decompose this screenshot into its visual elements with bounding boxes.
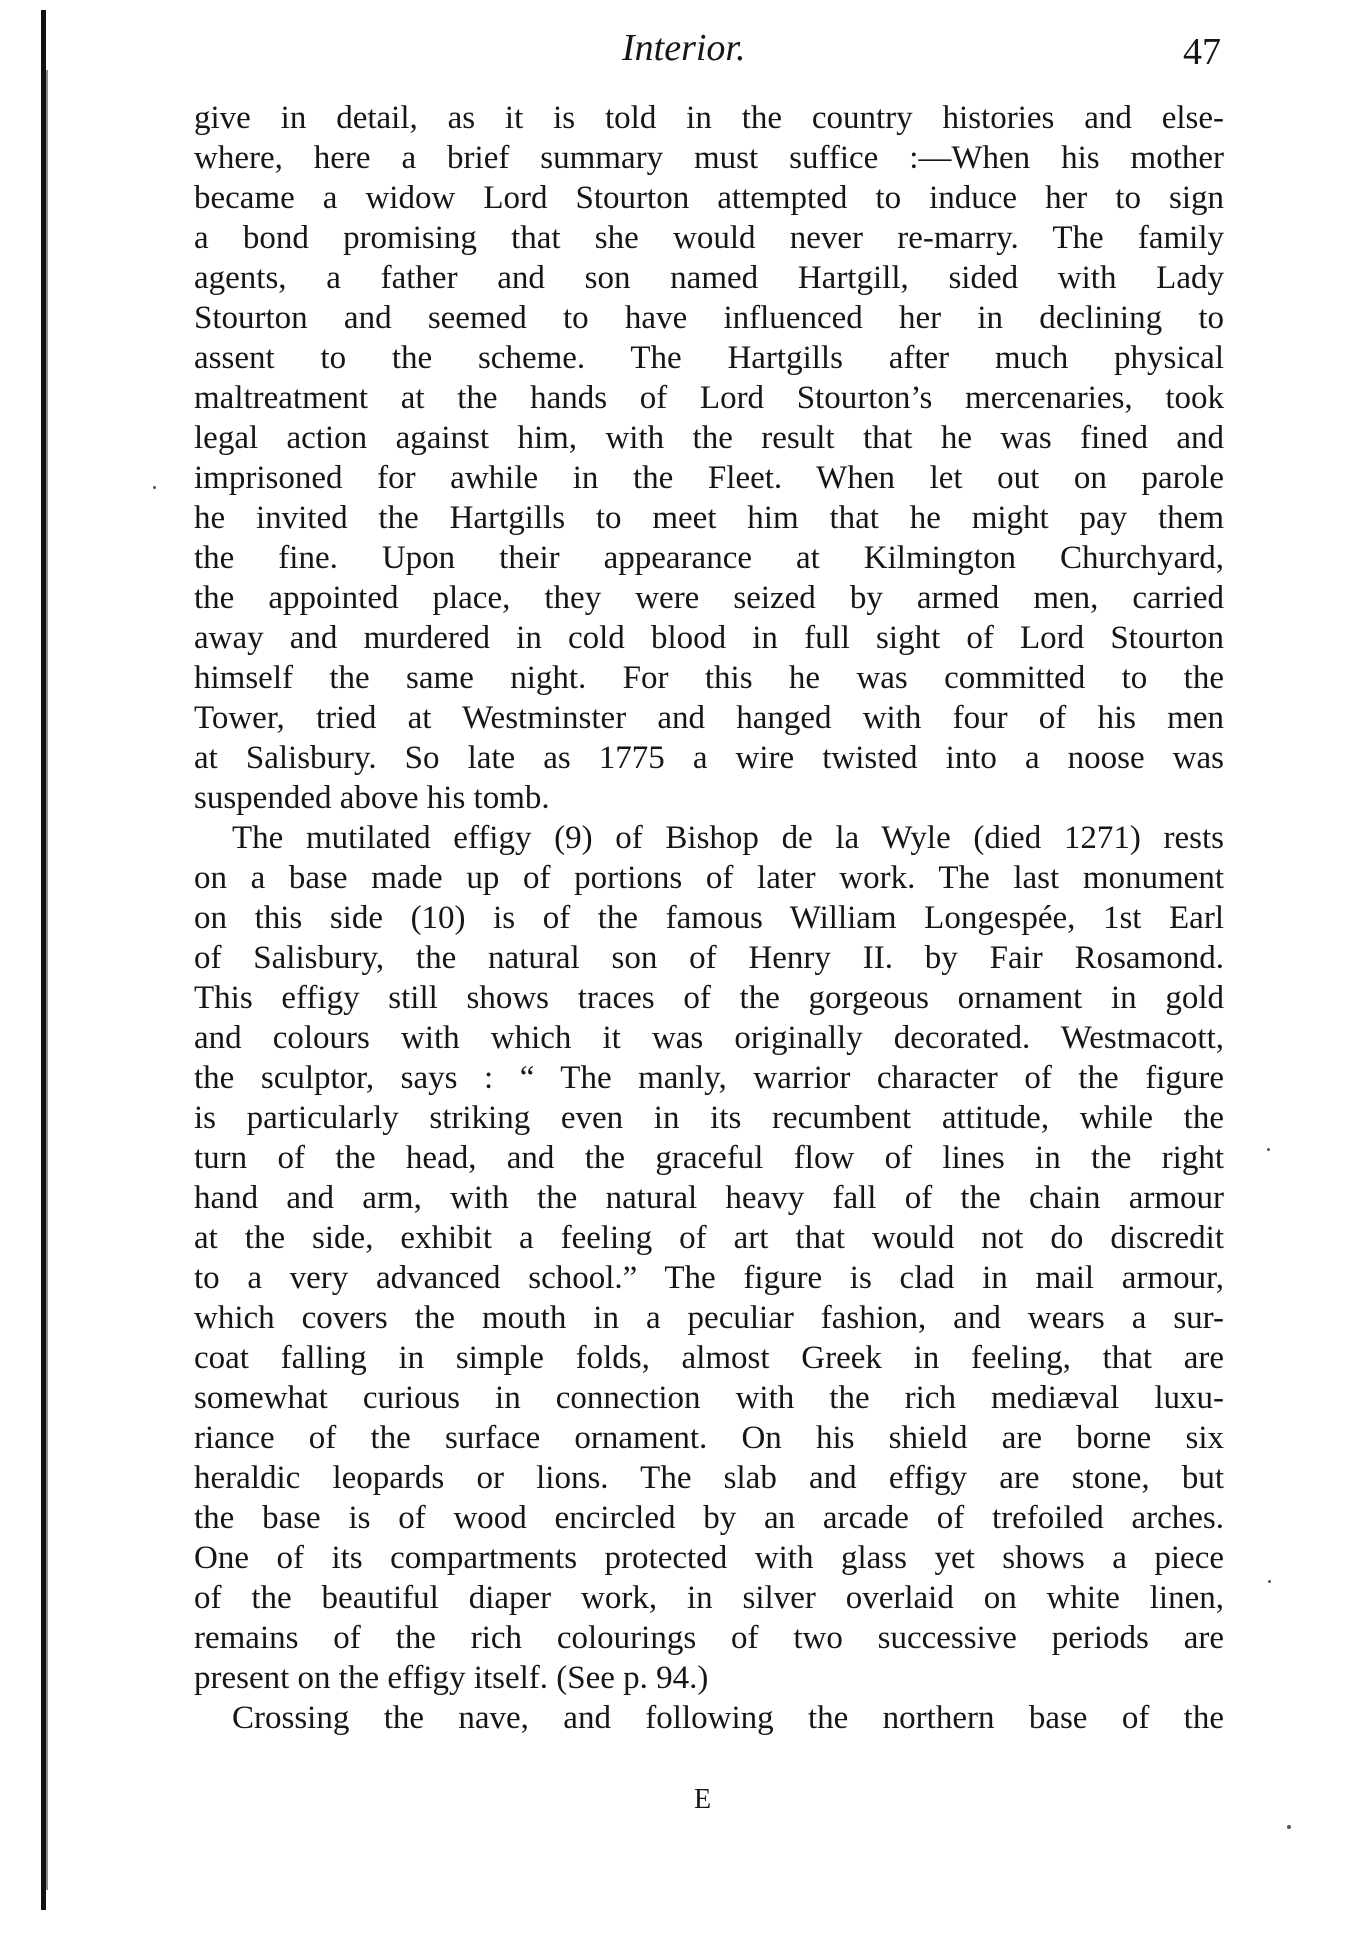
text-line: coat falling in simple folds, almost Greek in feeling, that are bbox=[194, 1340, 1224, 1376]
text-line: where, here a brief summary must suffice :—When his mother bbox=[194, 140, 1224, 176]
text-line: the base is of wood encircled by an arcade of trefoiled arches. bbox=[194, 1500, 1224, 1536]
text-line: at the side, exhibit a feeling of art that would not do discredit bbox=[194, 1220, 1224, 1256]
text-line: heraldic leopards or lions. The slab and effigy are stone, but bbox=[194, 1460, 1224, 1496]
text-line: riance of the surface ornament. On his shield are borne six bbox=[194, 1420, 1224, 1456]
text-line: Stourton and seemed to have influenced her in declining to bbox=[194, 300, 1224, 336]
text-line: assent to the scheme. The Hartgills after much physical bbox=[194, 340, 1224, 376]
body-text bbox=[194, 98, 1224, 1738]
text-line: away and murdered in cold blood in full sight of Lord Stourton bbox=[194, 620, 1224, 656]
text-line: Tower, tried at Westminster and hanged with four of his men bbox=[194, 700, 1224, 736]
text-line: somewhat curious in connection with the rich mediæval luxu- bbox=[194, 1380, 1224, 1416]
text-line: on this side (10) is of the famous William Longespée, 1st Earl bbox=[194, 900, 1224, 936]
text-line: of Salisbury, the natural son of Henry II. by Fair Rosamond. bbox=[194, 940, 1224, 976]
text-line: the fine. Upon their appearance at Kilmington Churchyard, bbox=[194, 540, 1224, 576]
text-line: the appointed place, they were seized by armed men, carried bbox=[194, 580, 1224, 616]
text-line: of the beautiful diaper work, in silver overlaid on white linen, bbox=[194, 1580, 1224, 1616]
text-line: to a very advanced school.” The figure is clad in mail armour, bbox=[194, 1260, 1224, 1296]
paragraph-start-line: Crossing the nave, and following the northern base of the bbox=[232, 1700, 1224, 1736]
page-binding-shadow bbox=[46, 70, 48, 1890]
page-number: 47 bbox=[1183, 31, 1221, 73]
text-line: hand and arm, with the natural heavy fall of the chain armour bbox=[194, 1180, 1224, 1216]
signature-mark: E bbox=[694, 1784, 712, 1815]
paragraph-end-line: present on the effigy itself. (See p. 94.) bbox=[194, 1660, 709, 1696]
text-line: he invited the Hartgills to meet him that he might pay them bbox=[194, 500, 1224, 536]
text-line: on a base made up of portions of later work. The last monument bbox=[194, 860, 1224, 896]
print-speck bbox=[1268, 1580, 1271, 1583]
text-line: turn of the head, and the graceful flow of lines in the right bbox=[194, 1140, 1224, 1176]
text-line: agents, a father and son named Hartgill, sided with Lady bbox=[194, 260, 1224, 296]
text-line: became a widow Lord Stourton attempted to induce her to sign bbox=[194, 180, 1224, 216]
print-speck bbox=[153, 486, 156, 489]
text-line: maltreatment at the hands of Lord Stourton’s mercenaries, took bbox=[194, 380, 1224, 416]
text-line: himself the same night. For this he was committed to the bbox=[194, 660, 1224, 696]
text-line: which covers the mouth in a peculiar fashion, and wears a sur- bbox=[194, 1300, 1224, 1336]
paragraph-end-line: suspended above his tomb. bbox=[194, 780, 550, 816]
text-line: imprisoned for awhile in the Fleet. When let out on parole bbox=[194, 460, 1224, 496]
paragraph-start-line: The mutilated effigy (9) of Bishop de la Wyle (died 1271) rests bbox=[232, 820, 1224, 856]
text-line: remains of the rich colourings of two successive periods are bbox=[194, 1620, 1224, 1656]
text-line: This effigy still shows traces of the gorgeous ornament in gold bbox=[194, 980, 1224, 1016]
print-speck bbox=[1287, 1825, 1291, 1829]
print-speck bbox=[1267, 1148, 1270, 1151]
text-line: a bond promising that she would never re-marry. The family bbox=[194, 220, 1224, 256]
text-line: give in detail, as it is told in the country histories and else- bbox=[194, 100, 1224, 136]
text-line: at Salisbury. So late as 1775 a wire twisted into a noose was bbox=[194, 740, 1224, 776]
text-line: legal action against him, with the result that he was fined and bbox=[194, 420, 1224, 456]
text-line: is particularly striking even in its recumbent attitude, while the bbox=[194, 1100, 1224, 1136]
text-line: and colours with which it was originally decorated. Westmacott, bbox=[194, 1020, 1224, 1056]
running-head: Interior. bbox=[622, 27, 746, 69]
text-line: One of its compartments protected with glass yet shows a piece bbox=[194, 1540, 1224, 1576]
text-line: the sculptor, says : “ The manly, warrior character of the figure bbox=[194, 1060, 1224, 1096]
